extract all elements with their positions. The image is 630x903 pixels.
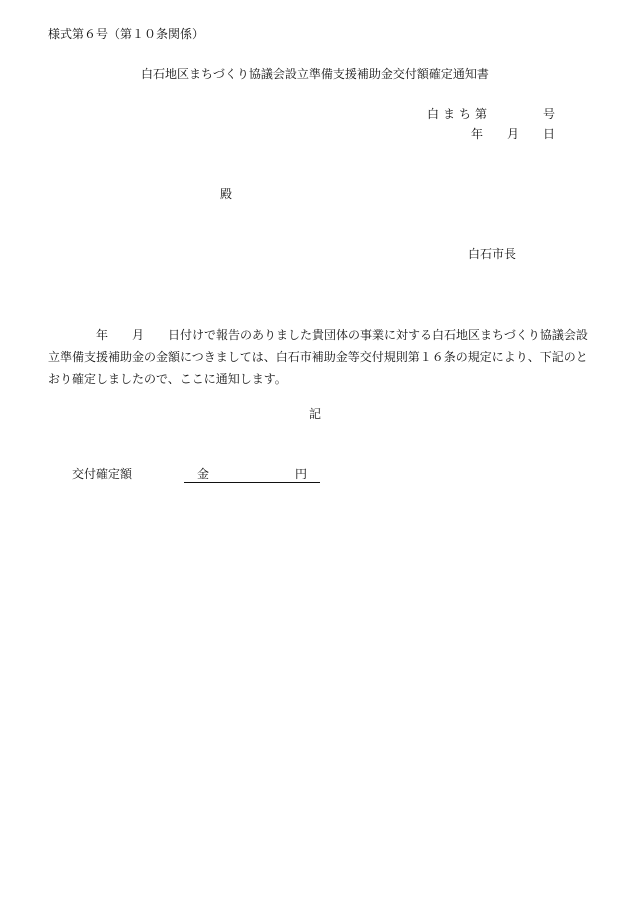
amount-unit: 円 xyxy=(295,467,308,481)
body-month: 月 xyxy=(132,328,145,342)
amount-prefix: 金 xyxy=(197,467,210,481)
body-paragraph xyxy=(48,324,596,390)
sender: 白石市長 xyxy=(468,247,517,261)
amount-field xyxy=(184,466,320,483)
date-month: 月 xyxy=(506,127,519,141)
form-number: 様式第６号（第１０条関係） xyxy=(48,27,205,41)
body-text: 日付けで報告のありました貴団体の事業に対する白石地区まちづくり協議会設立準備支援補助金の金額につきましては、白石市補助金等交付規則第１６条の規定により、下記のとおり確定しましたので、ここに通知します。 xyxy=(48,328,588,386)
date-year: 年 xyxy=(470,127,483,141)
reference-prefix: 白まち第 xyxy=(426,107,491,121)
addressee: 殿 xyxy=(220,187,233,201)
amount-label: 交付確定額 xyxy=(72,467,133,481)
issue-date xyxy=(471,126,555,142)
document-title: 白石地区まちづくり協議会設立準備支援補助金交付額確定通知書 xyxy=(141,67,489,81)
date-day: 日 xyxy=(542,127,555,141)
body-year: 年 xyxy=(96,328,109,342)
reference-suffix: 号 xyxy=(542,107,555,121)
ki-heading: 記 xyxy=(308,407,321,421)
reference-number xyxy=(427,106,555,122)
